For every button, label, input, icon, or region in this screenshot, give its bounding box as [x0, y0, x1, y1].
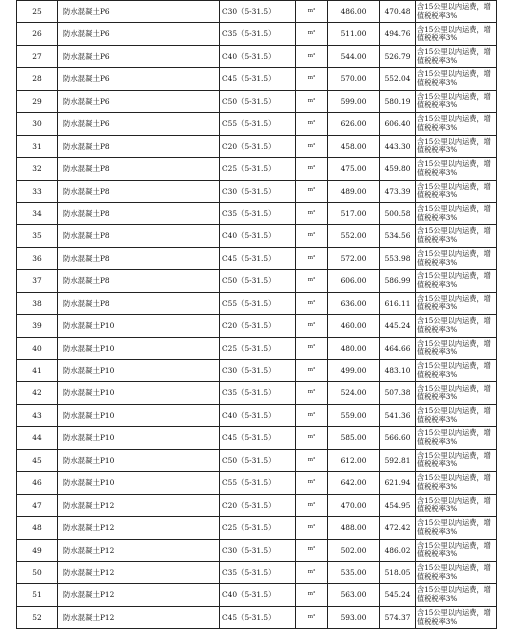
unit-cell: m³: [296, 606, 328, 628]
material-name-cell: 防水混凝土P8: [58, 180, 220, 202]
price-excl-tax-cell: 486.02: [380, 539, 416, 561]
remark-cell: 含15公里以内运费，增值税税率3%: [416, 315, 497, 337]
remark-cell: 含15公里以内运费，增值税税率3%: [416, 113, 497, 135]
price-excl-tax-cell: 464.66: [380, 337, 416, 359]
table-row: [17, 584, 497, 606]
strength-spec-cell: C30（5-31.5）: [220, 360, 296, 382]
row-number-cell: 31: [17, 135, 58, 157]
strength-spec-cell: C50（5-31.5）: [220, 270, 296, 292]
strength-spec-cell: C40（5-31.5）: [220, 45, 296, 67]
price-excl-tax-cell: 592.81: [380, 449, 416, 471]
unit-cell: m³: [296, 539, 328, 561]
unit-cell: m³: [296, 449, 328, 471]
strength-spec-cell: C35（5-31.5）: [220, 23, 296, 45]
price-incl-tax-cell: 585.00: [328, 427, 380, 449]
unit-cell: m³: [296, 68, 328, 90]
unit-cell: m³: [296, 247, 328, 269]
material-name-cell: 防水混凝土P12: [58, 561, 220, 583]
table-row: [17, 202, 497, 224]
strength-spec-cell: C45（5-31.5）: [220, 427, 296, 449]
unit-cell: m³: [296, 23, 328, 45]
strength-spec-cell: C25（5-31.5）: [220, 158, 296, 180]
price-excl-tax-cell: 616.11: [380, 292, 416, 314]
price-excl-tax-cell: 472.42: [380, 517, 416, 539]
unit-cell: m³: [296, 135, 328, 157]
table-row: [17, 606, 497, 628]
remark-cell: 含15公里以内运费，增值税税率3%: [416, 158, 497, 180]
row-number-cell: 38: [17, 292, 58, 314]
row-number-cell: 35: [17, 225, 58, 247]
row-number-cell: 40: [17, 337, 58, 359]
unit-cell: m³: [296, 202, 328, 224]
strength-spec-cell: C50（5-31.5）: [220, 90, 296, 112]
row-number-cell: 43: [17, 404, 58, 426]
strength-spec-cell: C40（5-31.5）: [220, 584, 296, 606]
row-number-cell: 28: [17, 68, 58, 90]
row-number-cell: 50: [17, 561, 58, 583]
strength-spec-cell: C45（5-31.5）: [220, 606, 296, 628]
strength-spec-cell: C35（5-31.5）: [220, 561, 296, 583]
unit-cell: m³: [296, 90, 328, 112]
strength-spec-cell: C30（5-31.5）: [220, 539, 296, 561]
row-number-cell: 41: [17, 360, 58, 382]
table-row: [17, 1, 497, 23]
price-incl-tax-cell: 488.00: [328, 517, 380, 539]
price-incl-tax-cell: 470.00: [328, 494, 380, 516]
remark-cell: 含15公里以内运费，增值税税率3%: [416, 225, 497, 247]
table-row: [17, 472, 497, 494]
remark-cell: 含15公里以内运费，增值税税率3%: [416, 180, 497, 202]
row-number-cell: 32: [17, 158, 58, 180]
price-excl-tax-cell: 443.30: [380, 135, 416, 157]
row-number-cell: 29: [17, 90, 58, 112]
price-excl-tax-cell: 494.76: [380, 23, 416, 45]
table-row: [17, 68, 497, 90]
row-number-cell: 45: [17, 449, 58, 471]
table-row: [17, 382, 497, 404]
material-name-cell: 防水混凝土P12: [58, 606, 220, 628]
price-excl-tax-cell: 574.37: [380, 606, 416, 628]
row-number-cell: 52: [17, 606, 58, 628]
price-excl-tax-cell: 473.39: [380, 180, 416, 202]
price-excl-tax-cell: 541.36: [380, 404, 416, 426]
unit-cell: m³: [296, 1, 328, 23]
price-incl-tax-cell: 559.00: [328, 404, 380, 426]
table-row: [17, 561, 497, 583]
strength-spec-cell: C35（5-31.5）: [220, 202, 296, 224]
remark-cell: 含15公里以内运费，增值税税率3%: [416, 23, 497, 45]
table-row: [17, 45, 497, 67]
material-name-cell: 防水混凝土P10: [58, 472, 220, 494]
unit-cell: m³: [296, 337, 328, 359]
unit-cell: m³: [296, 382, 328, 404]
table-row: [17, 158, 497, 180]
unit-cell: m³: [296, 315, 328, 337]
price-incl-tax-cell: 499.00: [328, 360, 380, 382]
price-excl-tax-cell: 553.98: [380, 247, 416, 269]
price-incl-tax-cell: 636.00: [328, 292, 380, 314]
table-row: [17, 180, 497, 202]
remark-cell: 含15公里以内运费，增值税税率3%: [416, 584, 497, 606]
price-incl-tax-cell: 489.00: [328, 180, 380, 202]
table-row: [17, 315, 497, 337]
row-number-cell: 42: [17, 382, 58, 404]
price-incl-tax-cell: 460.00: [328, 315, 380, 337]
material-name-cell: 防水混凝土P8: [58, 135, 220, 157]
table-row: [17, 113, 497, 135]
price-incl-tax-cell: 572.00: [328, 247, 380, 269]
table-row: [17, 292, 497, 314]
strength-spec-cell: C30（5-31.5）: [220, 1, 296, 23]
table-row: [17, 539, 497, 561]
price-incl-tax-cell: 599.00: [328, 90, 380, 112]
price-excl-tax-cell: 545.24: [380, 584, 416, 606]
material-name-cell: 防水混凝土P6: [58, 68, 220, 90]
price-excl-tax-cell: 606.40: [380, 113, 416, 135]
unit-cell: m³: [296, 584, 328, 606]
price-excl-tax-cell: 470.48: [380, 1, 416, 23]
row-number-cell: 37: [17, 270, 58, 292]
row-number-cell: 34: [17, 202, 58, 224]
unit-cell: m³: [296, 472, 328, 494]
row-number-cell: 27: [17, 45, 58, 67]
row-number-cell: 39: [17, 315, 58, 337]
material-name-cell: 防水混凝土P8: [58, 292, 220, 314]
price-excl-tax-cell: 621.94: [380, 472, 416, 494]
unit-cell: m³: [296, 517, 328, 539]
row-number-cell: 46: [17, 472, 58, 494]
row-number-cell: 51: [17, 584, 58, 606]
material-name-cell: 防水混凝土P10: [58, 404, 220, 426]
material-name-cell: 防水混凝土P6: [58, 45, 220, 67]
material-name-cell: 防水混凝土P12: [58, 517, 220, 539]
row-number-cell: 48: [17, 517, 58, 539]
strength-spec-cell: C55（5-31.5）: [220, 472, 296, 494]
price-excl-tax-cell: 534.56: [380, 225, 416, 247]
price-excl-tax-cell: 566.60: [380, 427, 416, 449]
table-row: [17, 404, 497, 426]
table-row: [17, 360, 497, 382]
table-row: [17, 494, 497, 516]
price-incl-tax-cell: 612.00: [328, 449, 380, 471]
price-incl-tax-cell: 511.00: [328, 23, 380, 45]
price-incl-tax-cell: 486.00: [328, 1, 380, 23]
remark-cell: 含15公里以内运费，增值税税率3%: [416, 472, 497, 494]
material-name-cell: 防水混凝土P10: [58, 315, 220, 337]
price-incl-tax-cell: 563.00: [328, 584, 380, 606]
price-excl-tax-cell: 507.38: [380, 382, 416, 404]
row-number-cell: 47: [17, 494, 58, 516]
table-row: [17, 247, 497, 269]
material-name-cell: 防水混凝土P6: [58, 90, 220, 112]
unit-cell: m³: [296, 561, 328, 583]
price-incl-tax-cell: 458.00: [328, 135, 380, 157]
price-excl-tax-cell: 459.80: [380, 158, 416, 180]
table-row: [17, 135, 497, 157]
remark-cell: 含15公里以内运费，增值税税率3%: [416, 68, 497, 90]
price-excl-tax-cell: 454.95: [380, 494, 416, 516]
price-excl-tax-cell: 580.19: [380, 90, 416, 112]
price-incl-tax-cell: 535.00: [328, 561, 380, 583]
price-incl-tax-cell: 626.00: [328, 113, 380, 135]
remark-cell: 含15公里以内运费，增值税税率3%: [416, 427, 497, 449]
unit-cell: m³: [296, 360, 328, 382]
remark-cell: 含15公里以内运费，增值税税率3%: [416, 360, 497, 382]
row-number-cell: 25: [17, 1, 58, 23]
strength-spec-cell: C25（5-31.5）: [220, 337, 296, 359]
remark-cell: 含15公里以内运费，增值税税率3%: [416, 517, 497, 539]
strength-spec-cell: C20（5-31.5）: [220, 135, 296, 157]
remark-cell: 含15公里以内运费，增值税税率3%: [416, 90, 497, 112]
material-name-cell: 防水混凝土P12: [58, 539, 220, 561]
strength-spec-cell: C40（5-31.5）: [220, 225, 296, 247]
price-excl-tax-cell: 500.58: [380, 202, 416, 224]
material-name-cell: 防水混凝土P10: [58, 427, 220, 449]
strength-spec-cell: C55（5-31.5）: [220, 292, 296, 314]
price-incl-tax-cell: 552.00: [328, 225, 380, 247]
unit-cell: m³: [296, 270, 328, 292]
unit-cell: m³: [296, 225, 328, 247]
price-table: [16, 0, 497, 629]
table-row: [17, 225, 497, 247]
price-excl-tax-cell: 586.99: [380, 270, 416, 292]
row-number-cell: 33: [17, 180, 58, 202]
row-number-cell: 36: [17, 247, 58, 269]
price-incl-tax-cell: 544.00: [328, 45, 380, 67]
strength-spec-cell: C25（5-31.5）: [220, 517, 296, 539]
strength-spec-cell: C55（5-31.5）: [220, 113, 296, 135]
price-incl-tax-cell: 642.00: [328, 472, 380, 494]
strength-spec-cell: C40（5-31.5）: [220, 404, 296, 426]
remark-cell: 含15公里以内运费，增值税税率3%: [416, 606, 497, 628]
price-excl-tax-cell: 445.24: [380, 315, 416, 337]
unit-cell: m³: [296, 45, 328, 67]
price-incl-tax-cell: 606.00: [328, 270, 380, 292]
remark-cell: 含15公里以内运费，增值税税率3%: [416, 135, 497, 157]
unit-cell: m³: [296, 494, 328, 516]
material-name-cell: 防水混凝土P10: [58, 337, 220, 359]
strength-spec-cell: C50（5-31.5）: [220, 449, 296, 471]
table-row: [17, 90, 497, 112]
remark-cell: 含15公里以内运费，增值税税率3%: [416, 539, 497, 561]
price-excl-tax-cell: 518.05: [380, 561, 416, 583]
remark-cell: 含15公里以内运费，增值税税率3%: [416, 337, 497, 359]
table-row: [17, 23, 497, 45]
strength-spec-cell: C35（5-31.5）: [220, 382, 296, 404]
material-name-cell: 防水混凝土P8: [58, 225, 220, 247]
remark-cell: 含15公里以内运费，增值税税率3%: [416, 494, 497, 516]
strength-spec-cell: C20（5-31.5）: [220, 315, 296, 337]
material-name-cell: 防水混凝土P12: [58, 584, 220, 606]
row-number-cell: 49: [17, 539, 58, 561]
unit-cell: m³: [296, 113, 328, 135]
price-incl-tax-cell: 517.00: [328, 202, 380, 224]
material-name-cell: 防水混凝土P10: [58, 382, 220, 404]
price-incl-tax-cell: 593.00: [328, 606, 380, 628]
material-name-cell: 防水混凝土P8: [58, 270, 220, 292]
material-name-cell: 防水混凝土P6: [58, 113, 220, 135]
remark-cell: 含15公里以内运费，增值税税率3%: [416, 449, 497, 471]
material-name-cell: 防水混凝土P8: [58, 202, 220, 224]
strength-spec-cell: C30（5-31.5）: [220, 180, 296, 202]
material-name-cell: 防水混凝土P8: [58, 158, 220, 180]
price-incl-tax-cell: 475.00: [328, 158, 380, 180]
material-name-cell: 防水混凝土P6: [58, 1, 220, 23]
price-excl-tax-cell: 526.79: [380, 45, 416, 67]
material-name-cell: 防水混凝土P10: [58, 449, 220, 471]
strength-spec-cell: C45（5-31.5）: [220, 247, 296, 269]
remark-cell: 含15公里以内运费，增值税税率3%: [416, 292, 497, 314]
remark-cell: 含15公里以内运费，增值税税率3%: [416, 45, 497, 67]
remark-cell: 含15公里以内运费，增值税税率3%: [416, 404, 497, 426]
unit-cell: m³: [296, 158, 328, 180]
table-row: [17, 270, 497, 292]
table-row: [17, 337, 497, 359]
unit-cell: m³: [296, 427, 328, 449]
price-incl-tax-cell: 570.00: [328, 68, 380, 90]
row-number-cell: 44: [17, 427, 58, 449]
table-row: [17, 449, 497, 471]
strength-spec-cell: C45（5-31.5）: [220, 68, 296, 90]
remark-cell: 含15公里以内运费，增值税税率3%: [416, 270, 497, 292]
price-table-body: [17, 1, 497, 629]
row-number-cell: 30: [17, 113, 58, 135]
material-name-cell: 防水混凝土P8: [58, 247, 220, 269]
material-name-cell: 防水混凝土P10: [58, 360, 220, 382]
material-name-cell: 防水混凝土P6: [58, 23, 220, 45]
remark-cell: 含15公里以内运费，增值税税率3%: [416, 561, 497, 583]
material-name-cell: 防水混凝土P12: [58, 494, 220, 516]
table-row: [17, 427, 497, 449]
price-incl-tax-cell: 524.00: [328, 382, 380, 404]
remark-cell: 含15公里以内运费，增值税税率3%: [416, 1, 497, 23]
unit-cell: m³: [296, 404, 328, 426]
price-incl-tax-cell: 480.00: [328, 337, 380, 359]
price-excl-tax-cell: 483.10: [380, 360, 416, 382]
price-incl-tax-cell: 502.00: [328, 539, 380, 561]
remark-cell: 含15公里以内运费，增值税税率3%: [416, 202, 497, 224]
unit-cell: m³: [296, 180, 328, 202]
remark-cell: 含15公里以内运费，增值税税率3%: [416, 247, 497, 269]
price-excl-tax-cell: 552.04: [380, 68, 416, 90]
unit-cell: m³: [296, 292, 328, 314]
strength-spec-cell: C20（5-31.5）: [220, 494, 296, 516]
table-row: [17, 517, 497, 539]
remark-cell: 含15公里以内运费，增值税税率3%: [416, 382, 497, 404]
row-number-cell: 26: [17, 23, 58, 45]
